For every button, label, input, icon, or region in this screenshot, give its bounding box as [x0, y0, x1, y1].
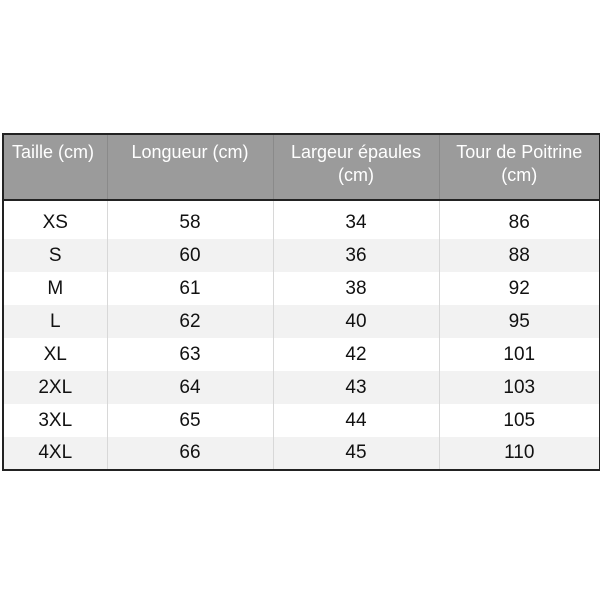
cell-length: 65	[107, 404, 273, 437]
cell-length: 66	[107, 437, 273, 470]
cell-size: L	[3, 305, 107, 338]
cell-shoulder-width: 38	[273, 272, 439, 305]
cell-size: M	[3, 272, 107, 305]
header-row	[3, 134, 600, 200]
header-length: Longueur (cm)	[107, 134, 273, 200]
table-row	[3, 200, 600, 239]
cell-shoulder-width: 42	[273, 338, 439, 371]
cell-chest: 95	[439, 305, 600, 338]
cell-shoulder-width: 44	[273, 404, 439, 437]
cell-chest: 101	[439, 338, 600, 371]
table-row	[3, 338, 600, 371]
header-chest: Tour de Poitrine (cm)	[439, 134, 600, 200]
cell-size: XL	[3, 338, 107, 371]
cell-length: 64	[107, 371, 273, 404]
cell-length: 58	[107, 200, 273, 239]
cell-size: XS	[3, 200, 107, 239]
cell-size: 2XL	[3, 371, 107, 404]
table-row	[3, 371, 600, 404]
cell-chest: 92	[439, 272, 600, 305]
cell-chest: 88	[439, 239, 600, 272]
cell-size: 4XL	[3, 437, 107, 470]
cell-size: S	[3, 239, 107, 272]
cell-length: 60	[107, 239, 273, 272]
table-row	[3, 272, 600, 305]
table-row	[3, 305, 600, 338]
table-row	[3, 239, 600, 272]
cell-length: 61	[107, 272, 273, 305]
cell-shoulder-width: 34	[273, 200, 439, 239]
table-body	[3, 200, 600, 470]
cell-chest: 110	[439, 437, 600, 470]
header-shoulder-width: Largeur épaules (cm)	[273, 134, 439, 200]
cell-chest: 86	[439, 200, 600, 239]
table-row	[3, 404, 600, 437]
cell-shoulder-width: 43	[273, 371, 439, 404]
cell-length: 63	[107, 338, 273, 371]
cell-chest: 105	[439, 404, 600, 437]
size-chart-table	[2, 133, 600, 471]
cell-shoulder-width: 45	[273, 437, 439, 470]
cell-shoulder-width: 36	[273, 239, 439, 272]
cell-size: 3XL	[3, 404, 107, 437]
header-size: Taille (cm)	[3, 134, 107, 200]
cell-shoulder-width: 40	[273, 305, 439, 338]
table-header	[3, 134, 600, 200]
table-row	[3, 437, 600, 470]
cell-length: 62	[107, 305, 273, 338]
cell-chest: 103	[439, 371, 600, 404]
